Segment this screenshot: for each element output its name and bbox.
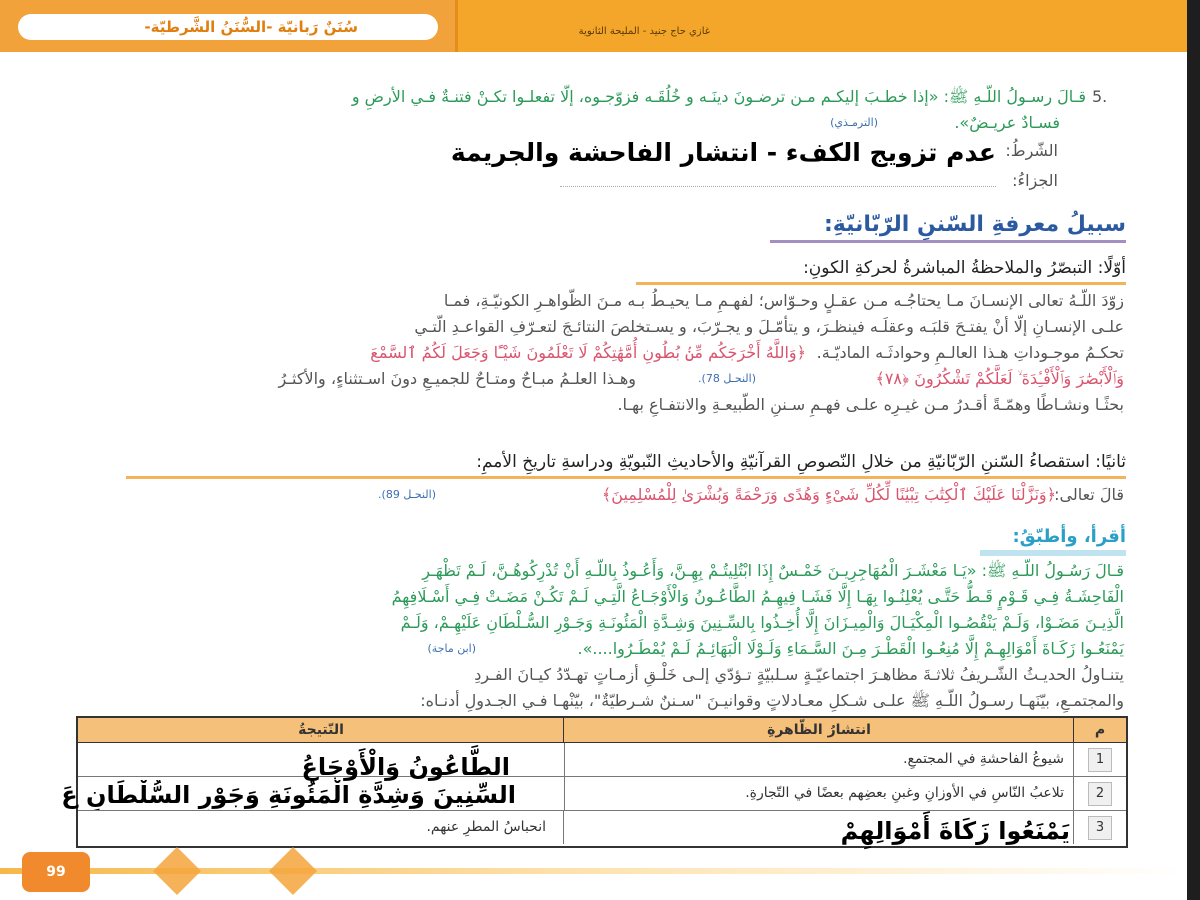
footer-ornament: [269, 847, 317, 895]
result-label: الجزاءُ:: [1012, 171, 1058, 190]
row-number: 2: [1088, 782, 1112, 806]
quran-intro: قالَ تعالى:: [1054, 485, 1124, 504]
answer-overlay-1[interactable]: الطَّاعُونُ وَالْأَوْجَاعُ: [301, 753, 510, 781]
quran-verse: ﴿وَنَزَّلْنَا عَلَيْكَ ٱلْكِتَٰبَ تِبْيَٰنًا لِّكُلِّ شَىْءٍ وَهُدًى وَرَحْمَةً وَبُشْرَىٰ لِلْمُسْلِمِينَ﴾: [601, 485, 1056, 504]
apply-title-highlight: [980, 550, 1126, 556]
row-result: انحباسُ المطرِ عنهم.: [426, 819, 546, 835]
chapter-title-pill: [18, 14, 438, 40]
result-answer-line[interactable]: [560, 186, 996, 187]
hadith-line: قـالَ رَسُـولُ اللّـهِ ﷺ: «يَـا مَعْشَـرَ الْمُهَاجِرِيـنَ خَمْـسٌ إِذَا ابْتُلِيتُـمْ بِهِـنَّ، وَأَعُـوذُ بِاللّـهِ أَنْ تُدْرِكُوهُـنَّ، لَـمْ تَظْهَـرِ: [422, 561, 1124, 580]
row-number: 3: [1088, 816, 1112, 840]
footer-ornament: [153, 847, 201, 895]
header-phenomenon: انتشارُ الظّاهرةِ: [563, 718, 1074, 742]
first-heading: أوّلًا: التبصّرُ والملاحظةُ المباشرةُ لحركةِ الكونِ:: [803, 258, 1126, 278]
hadith-line: الَّذِيـنَ مَضَـوْا، وَلَـمْ يَنْقُصُـوا الْمِكْيَـالَ وَالْمِيـزَانَ إِلَّا أُخِـذُوا بِالسِّـنِينَ وَشِـدَّةِ الْمَئُونَـةِ وَجَـوْرِ السُّـلْطَانِ عَلَيْهِـمْ، وَلَـمْ: [400, 613, 1124, 632]
answer-overlay-2[interactable]: السِّنِينَ وَشِدَّةِ الْمَئُونَةِ وَجَوْرِ السُّلْطَانِ عَ: [61, 781, 516, 809]
page-number: 99: [46, 864, 66, 880]
answer-overlay-3[interactable]: يَمْنَعُوا زَكَاةَ أَمْوَالِهِمْ: [840, 817, 1070, 845]
condition-label: الشّرطُ:: [1005, 141, 1058, 160]
chapter-title: سُنَنٌ رَبانيّة -السُّنَنُ الشَّرطيّة-: [144, 18, 358, 36]
paragraph-line: يتنـاولُ الحديـثُ الشّـريفُ ثلاثـةَ مظاهـرَ اجتماعيّـةٍ سـلبيّةٍ تـؤدّي إلـى خَلْـقِ أزمـاتٍ تهـدّدُ كيـانَ الفـردِ: [474, 665, 1124, 684]
author-line: غازي حاج جنيد - المليحة الثانوية: [578, 26, 710, 37]
paragraph-line: علـى الإنسـانِ إلّا أنْ يفتـحَ قلبَـه وعقلَـه فينظـرَ، و يتأمّـلَ و يجـرّبَ، و يسـتخلصَ النتائـجَ لتعـرّفِ القواعـدِ الّتـي: [414, 317, 1124, 336]
hadith-line: قـالَ رسـولُ اللّـهِ ﷺ: «إذا خطـبَ إليكـم مـن ترضـونَ دينَـه و خُلُقَـه فزوّجـوه، إلّا تفعلـوا تكـنْ فتنـةٌ فـي الأرضِ و: [351, 87, 1086, 106]
table-header: [78, 718, 1126, 743]
header-result: النّتيجةُ: [298, 722, 344, 738]
hadith-source: (الترمـذي): [830, 116, 878, 129]
item-number: 5.: [1092, 87, 1108, 106]
paragraph-line: تحكـمُ موجـوداتِ هـذا العالـمِ وحوادثَـه الماديّـة.: [816, 343, 1124, 362]
hadith-line: يَمْنَعُـوا زَكَـاةَ أَمْوَالِهِـمْ إِلَّا مُنِعُـوا الْقَطْـرَ مِـنَ السَّـمَاءِ وَلَـوْلَا الْبَهَائِـمُ لَـمْ يُمْطَـرُوا....».: [577, 639, 1124, 658]
hadith-line: الْفَاحِشَـةُ فِـي قَـوْمٍ قَـطُّ حَتَّـى يُعْلِنُـوا بِهَـا إِلَّا فَشَـا فِيهِـمُ الطَّاعُـونُ وَالْأَوْجَـاعُ الَّتِـي لَـمْ تَكُـنْ مَضَـتْ فِـي أَسْـلَافِهِمُ: [391, 587, 1124, 606]
table-row: [78, 743, 1126, 777]
quran-reference: (النحـل 78).: [698, 372, 756, 385]
first-heading-underline: [636, 282, 1126, 285]
second-heading: ثانيًا: استقصاءُ السّننِ الرّبّانيّةِ من خلالِ النّصوصِ القرآنيّةِ والأحاديثِ النّبويّةِ ودراسةِ تاريخِ الأممِ:: [476, 452, 1126, 472]
hadith-line: فسـادٌ عريـضٌ».: [954, 113, 1060, 132]
paragraph-line: والمجتمـعِ، بيّنَهـا رسـولُ اللّـهِ ﷺ علـى شـكلِ معـادلاتٍ وقوانيـنَ "سـننٌ شـرطيّةٌ"، بيّنْهـا فـي الجـدولِ أدنـاه:: [420, 691, 1124, 710]
paragraph-line: وهـذا العلـمُ مبـاحٌ ومتـاحٌ للجميـعِ دونَ اسـتثناءٍ، والأكثـرُ: [278, 369, 636, 388]
quran-reference: (النحـل 89).: [378, 488, 436, 501]
page-number-badge: [22, 852, 90, 892]
apply-title: أقرأ، وأطبّقُ:: [1012, 526, 1126, 547]
section-title: سبيلُ معرفةِ السّننِ الرّبّانيّةِ:: [823, 212, 1126, 237]
page-edge: [1187, 0, 1200, 900]
second-heading-underline: [126, 476, 1126, 479]
condition-answer[interactable]: عدم تزويج الكفء - انتشار الفاحشة والجريمة: [450, 138, 996, 167]
hadith-source: (ابن ماجة): [427, 642, 476, 655]
section-title-underline: [770, 240, 1126, 243]
quran-verse: ﴿وَاللَّهُ أَخْرَجَكُم مِّنۢ بُطُونِ أُمَّهَٰتِكُمْ لَا تَعْلَمُونَ شَيْـًٔا وَجَعَلَ لَكُمُ ٱلسَّمْعَ: [370, 343, 806, 362]
row-phenomenon: شيوعُ الفاحشةِ في المجتمعِ.: [564, 743, 1074, 776]
paragraph-line: بحثًـا ونشـاطًا وهمّـةً أقـدرُ مـن غيـرِه علـى فهـمِ سـننِ الطّبيعـةِ والانتفـاعِ بهـا.: [617, 395, 1124, 414]
row-number: 1: [1088, 748, 1112, 772]
header-num: م: [1073, 718, 1126, 742]
paragraph-line: زوّدَ اللّـهُ تعالى الإنسـانَ مـا يحتاجُـه مـن عقـلٍ وحـوّاس؛ لفهـمِ مـا يحيـطُ بـه مـنَ الظّواهـرِ الكونيّـةِ، فمـا: [443, 291, 1124, 310]
row-phenomenon: تلاعبُ النّاسِ في الأوزانِ وغبنِ بعضِهم بعضًا في التّجارةِ.: [564, 777, 1074, 810]
quran-verse: وَٱلْأَبْصَٰرَ وَٱلْأَفْـِٔدَةَ ۙ لَعَلَّكُمْ تَشْكُرُونَ ﴿٧٨﴾: [875, 369, 1124, 388]
